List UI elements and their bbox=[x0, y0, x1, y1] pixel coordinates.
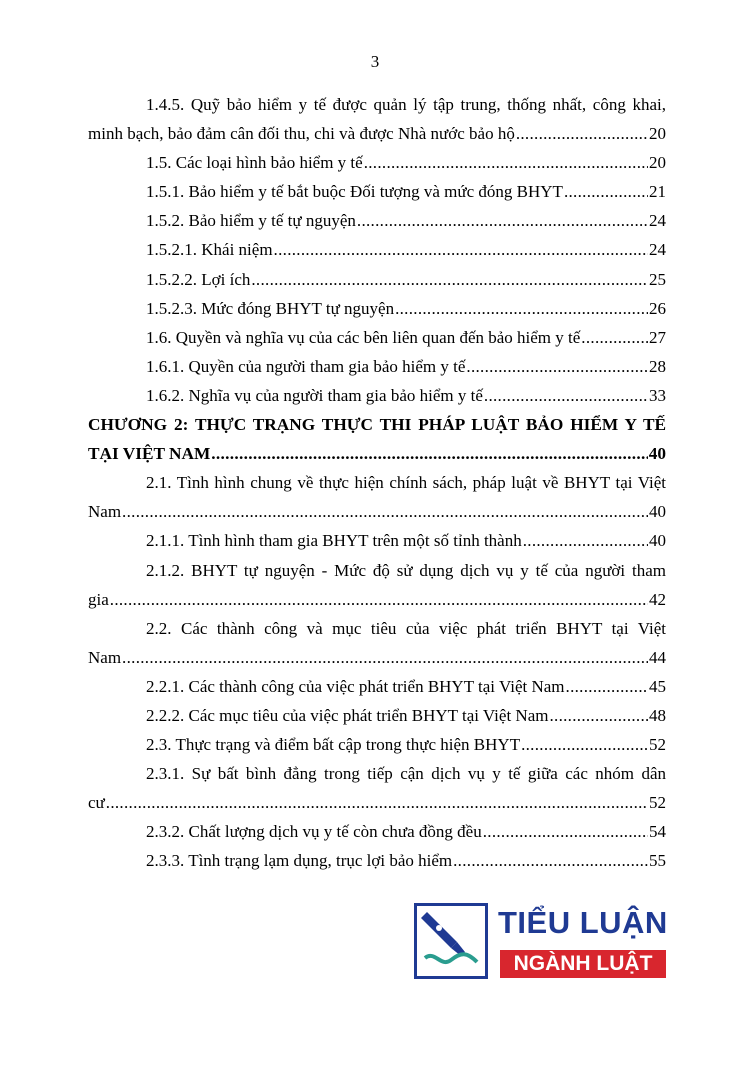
toc-entry-2-2-2: 2.2.2. Các mục tiêu của việc phát triển BHYT tại Việt Nam ..... 48 bbox=[88, 706, 666, 735]
toc-entry-1-5-2-1: 1.5.2.1. Khái niệm ..... 24 bbox=[88, 240, 666, 269]
toc-entry-1-6: 1.6. Quyền và nghĩa vụ của các bên liên quan đến bảo hiểm y tế ..... 27 bbox=[88, 328, 666, 357]
table-of-contents bbox=[88, 95, 666, 881]
logo-title: TIỂU LUẬN bbox=[498, 905, 668, 940]
toc-chapter-2-title: CHƯƠNG 2: THỰC TRẠNG THỰC THI PHÁP LUẬT BẢO HIỂM Y TẾ bbox=[88, 415, 666, 435]
toc-entry-1-6-1: 1.6.1. Quyền của người tham gia bảo hiểm y tế ..... 28 bbox=[88, 357, 666, 386]
toc-entry-1-5-2: 1.5.2. Bảo hiểm y tế tự nguyện ..... 24 bbox=[88, 211, 666, 240]
toc-entry-2-1-2-cont: gia ..... 42 bbox=[88, 590, 666, 619]
toc-entry-1-5: 1.5. Các loại hình bảo hiểm y tế ..... 20 bbox=[88, 153, 666, 182]
toc-entry-2-3-2: 2.3.2. Chất lượng dịch vụ y tế còn chưa đồng đều ..... 54 bbox=[88, 822, 666, 851]
toc-entry-1-5-1: 1.5.1. Bảo hiểm y tế bắt buộc Đối tượng và mức đóng BHYT ..... 21 bbox=[88, 182, 666, 211]
toc-entry-2-1-2: 2.1.2. BHYT tự nguyện - Mức độ sử dụng dịch vụ y tế của người tham bbox=[146, 560, 666, 580]
toc-entry-2-3-1: 2.3.1. Sự bất bình đẳng trong tiếp cận dịch vụ y tế giữa các nhóm dân bbox=[146, 764, 666, 784]
logo-emblem bbox=[414, 903, 488, 979]
toc-entry-2-2-cont: Nam ..... 44 bbox=[88, 648, 666, 677]
toc-entry-2-3: 2.3. Thực trạng và điểm bất cập trong thực hiện BHYT ..... 52 bbox=[88, 735, 666, 764]
toc-entry-2-1: 2.1. Tình hình chung về thực hiện chính sách, pháp luật về BHYT tại Việt bbox=[146, 473, 666, 493]
watermark-logo bbox=[414, 903, 668, 983]
toc-entry-2-2-1: 2.2.1. Các thành công của việc phát triển BHYT tại Việt Nam ..... 45 bbox=[88, 677, 666, 706]
logo-subtitle: NGÀNH LUẬT bbox=[500, 950, 666, 978]
toc-entry-1-5-2-2: 1.5.2.2. Lợi ích ..... 25 bbox=[88, 270, 666, 299]
toc-chapter-2-title-cont: TẠI VIỆT NAM ..... 40 bbox=[88, 444, 666, 473]
toc-entry-2-1-cont: Nam ..... 40 bbox=[88, 502, 666, 531]
toc-entry-1-4-5: 1.4.5. Quỹ bảo hiểm y tế được quản lý tập trung, thống nhất, công khai, bbox=[146, 95, 666, 114]
toc-entry-1-6-2: 1.6.2. Nghĩa vụ của người tham gia bảo hiểm y tế ..... 33 bbox=[88, 386, 666, 415]
page-number: 3 bbox=[370, 52, 380, 71]
toc-entry-2-2: 2.2. Các thành công và mục tiêu của việc phát triển BHYT tại Việt bbox=[146, 618, 666, 638]
toc-entry-1-5-2-3: 1.5.2.3. Mức đóng BHYT tự nguyện ..... 26 bbox=[88, 299, 666, 328]
pen-nib-icon bbox=[417, 906, 485, 976]
toc-entry-2-3-3: 2.3.3. Tình trạng lạm dụng, trục lợi bảo hiểm ..... 55 bbox=[88, 851, 666, 880]
toc-entry-1-4-5-cont: minh bạch, bảo đảm cân đối thu, chi và được Nhà nước bảo hộ ..... 20 bbox=[88, 124, 666, 153]
toc-entry-2-3-1-cont: cư ..... 52 bbox=[88, 793, 666, 822]
toc-entry-2-1-1: 2.1.1. Tình hình tham gia BHYT trên một số tỉnh thành ..... 40 bbox=[88, 531, 666, 560]
